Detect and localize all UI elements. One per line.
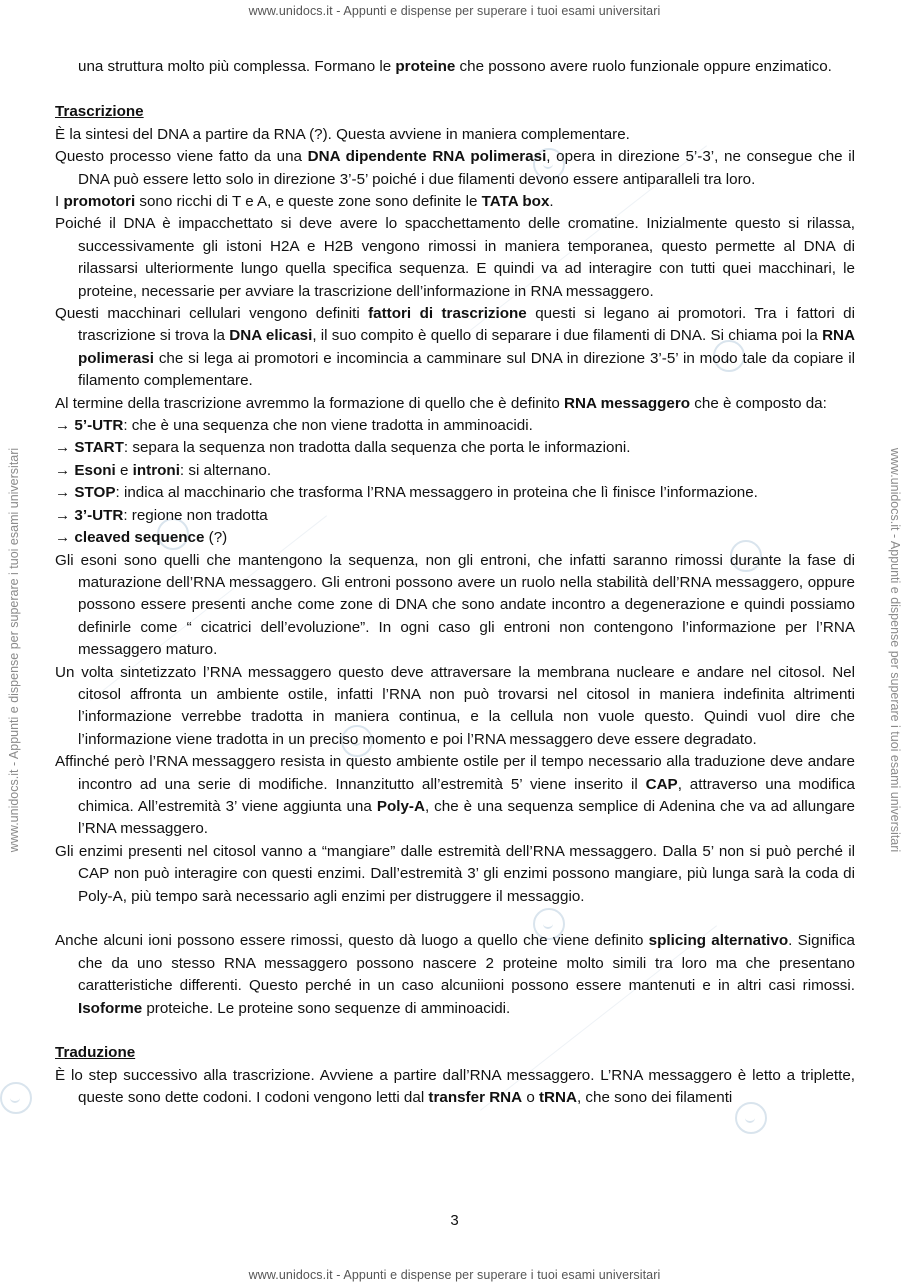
list-item: → STOP: indica al macchinario che trasforma l’RNA messaggero in proteina che lì finisce l’informazione. [55,484,758,502]
section-heading-traduzione: Traduzione [55,1044,136,1062]
paragraph: Un volta sintetizzato l’RNA messaggero questo deve attraversare la membrana nucleare e andare nel citosol. Nel citosol affronta un ambiente ostile, infatti l’RNA non può trovarsi nel citosol in maniera indefinita altrimenti l’informazione verrebbe tradotta in maniera continua, e la cellula non vuole questo. Quindi vuol dire che l’informazione viene tradotta in un preciso momento e poi l’RNA messaggero deve essere degradato. [55,663,855,748]
arrow-icon: → [55,506,71,524]
arrow-icon: → [55,529,71,547]
right-watermark-banner: www.unidocs.it - Appunti e dispense per superare i tuoi esami universitari [888,447,902,853]
paragraph: I promotori sono ricchi di T e A, e queste zone sono definite le TATA box. [55,193,554,211]
paragraph: Anche alcuni ioni possono essere rimossi, questo dà luogo a quello che viene definito splicing alternativo. Significa che da uno stesso RNA messaggero possono nascere 2 proteine molto simili tra loro ma che presentano caratteristiche differenti. Questo perché in un caso alcuniioni possono essere mantenuti e in altri casi rimossi. Isoforme proteiche. Le proteine sono sequenze di amminoacidi. [55,932,855,1017]
paragraph: Questo processo viene fatto da una DNA dipendente RNA polimerasi, opera in direzione 5’-3’, ne consegue che il DNA può essere letto solo in direzione 3’-5’ poiché i due filamenti devono essere antiparalleli tra loro. [55,148,856,188]
paragraph: È la sintesi del DNA a partire da RNA (?). Questa avviene in maniera complementare. [55,125,630,143]
mrna-structure-list [55,415,855,549]
arrow-icon: → [55,439,71,457]
list-item: → cleaved sequence (?) [55,529,228,547]
paragraph: Gli enzimi presenti nel citosol vanno a “mangiare” dalle estremità dell’RNA messaggero. Dalla 5’ non si può perché il CAP non può interagire con questi enzimi. Dall’estremità 3’ gli enzimi possono mangiare, più lunga sarà la coda di Poly-A, più tempo sarà necessario agli enzimi per distruggere il messaggio. [55,842,855,905]
list-item: → Esoni e introni: si alternano. [55,461,272,479]
list-item: → START: separa la sequenza non tradotta dalla sequenza che porta le informazioni. [55,439,631,457]
arrow-icon: → [55,417,71,435]
paragraph: È lo step successivo alla trascrizione. Avviene a partire dall’RNA messaggero. L’RNA messaggero è letto a triplette, queste sono dette codoni. I codoni vengono letti dal transfer RNA o tRNA, che sono dei filamenti [55,1066,855,1107]
footer-watermark-banner: www.unidocs.it - Appunti e dispense per superare i tuoi esami universitari [248,1268,661,1282]
paragraph: Affinché però l’RNA messaggero resista in questo ambiente ostile per il tempo necessario alla traduzione deve andare incontro ad una serie di modifiche. Innanzitutto all’estremità 5’ viene inserito il CAP, attraverso una modifica chimica. All’estremità 3’ viene aggiunta una Poly-A, che è una sequenza semplice di Adenina che va ad allungare l’RNA messaggero. [55,753,855,838]
intro-paragraph: una struttura molto più complessa. Formano le proteine che possono avere ruolo funzionale oppure enzimatico. [78,58,832,75]
section-heading-trascrizione: Trascrizione [55,103,144,121]
paragraph: Poiché il DNA è impacchettato si deve avere lo spacchettamento delle cromatine. Inizialmente questo si rilassa, successivamente gli istoni H2A e H2B vengono rimossi in maniera temporanea, questo permette al DNA di rilassarsi ulteriormente lungo quella specifica sequenza. E quindi va ad interagire con tutti quei macchinari, le proteine, necessarie per avviare la trascrizione dell’informazione in RNA messaggero. [55,215,855,300]
document-body [55,56,855,1110]
unidocs-logo-watermark-icon [0,1082,32,1114]
header-watermark-banner: www.unidocs.it - Appunti e dispense per superare i tuoi esami universitari [248,4,661,18]
arrow-icon: → [55,484,71,502]
paragraph: Al termine della trascrizione avremmo la formazione di quello che è definito RNA messaggero che è composto da: [55,394,827,412]
page-number: 3 [450,1212,459,1229]
left-watermark-banner: www.unidocs.it - Appunti e dispense per superare i tuoi esami universitari [7,447,21,853]
arrow-icon: → [55,461,71,479]
list-item: → 3’-UTR: regione non tradotta [55,506,268,524]
paragraph: Questi macchinari cellulari vengono definiti fattori di trascrizione questi si legano ai promotori. Tra i fattori di trascrizione si trova la DNA elicasi, il suo compito è quello di separare i due filamenti di DNA. Si chiama poi la RNA polimerasi che si lega ai promotori e incomincia a camminare sul DNA in direzione 3’-5’ in modo tale da copiare il filamento complementare. [55,305,856,390]
list-item: → 5’-UTR: che è una sequenza che non viene tradotta in amminoacidi. [55,417,533,435]
paragraph: Gli esoni sono quelli che mantengono la sequenza, non gli entroni, che infatti saranno rimossi durante la fase di maturazione dell’RNA messaggero. Gli entroni possono avere un ruolo nella stabilità dell’RNA messaggero, oppure possono essere presenti anche come zone di DNA che sono andate incontro a degenerazione e quindi possiamo definirle come “ cicatrici dell’evoluzione”. In ogni caso gli entroni non contengono l’informazione per l’RNA messaggero maturo. [55,551,855,659]
